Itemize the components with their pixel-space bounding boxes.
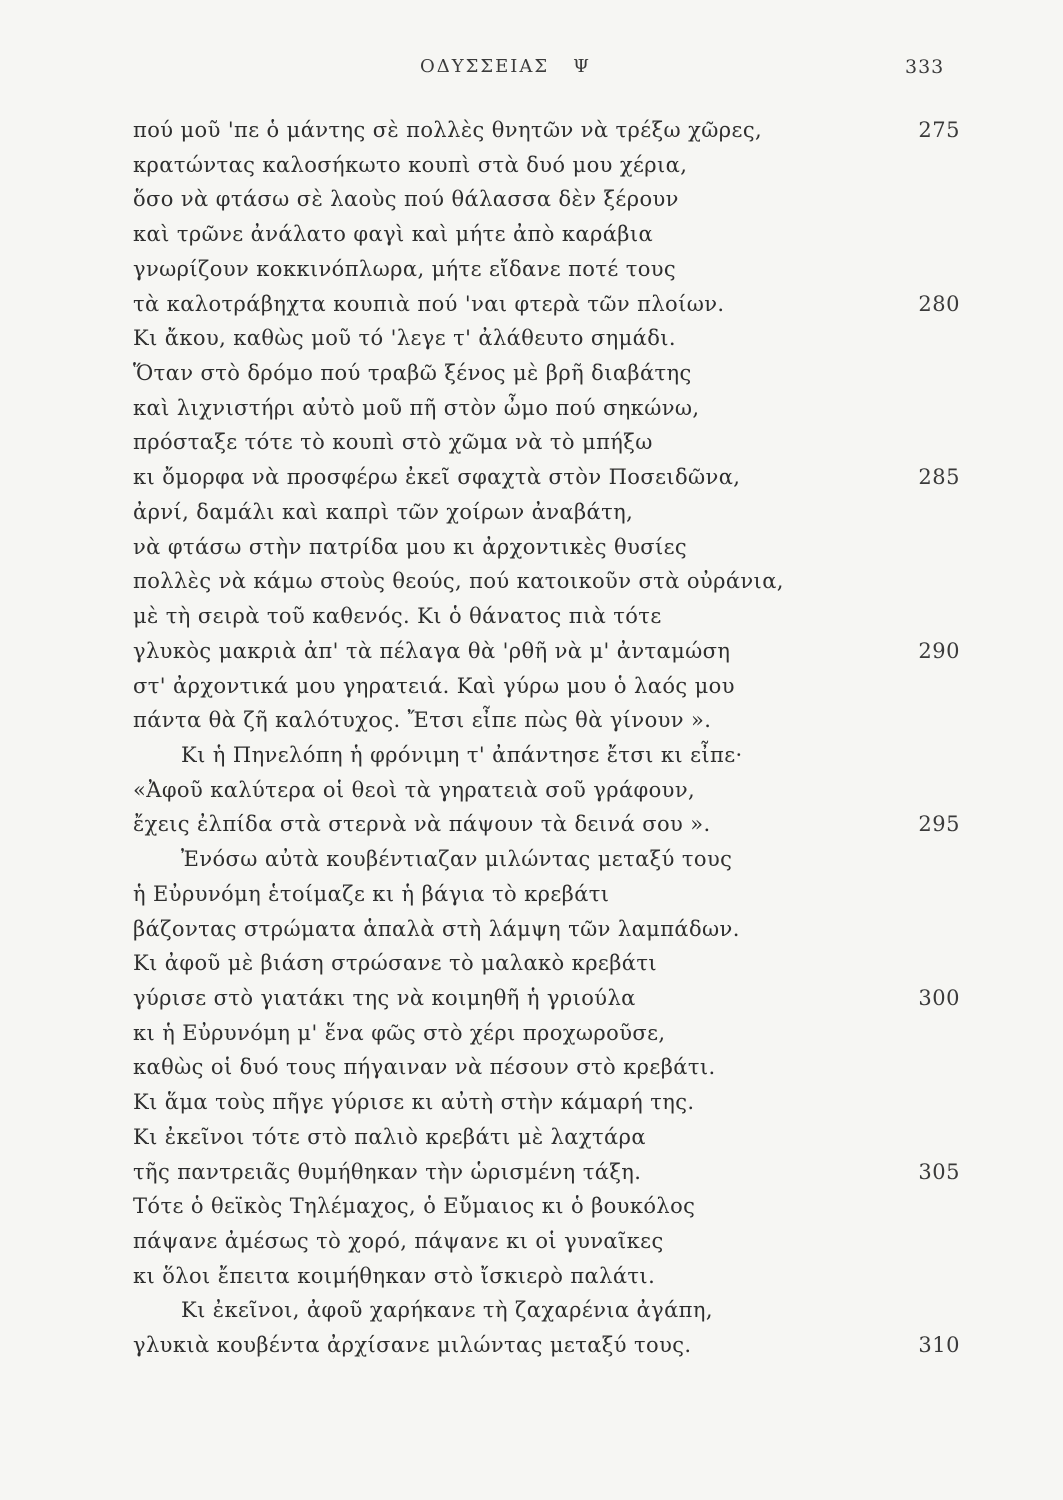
line-number: 290 <box>918 638 960 663</box>
verse-line <box>133 564 960 599</box>
verse-text: Τότε ὁ θεϊκὸς Τηλέμαχος, ὁ Εὔμαιος κι ὁ βουκόλος <box>133 1194 696 1219</box>
verse-line <box>133 1189 960 1224</box>
line-number: 285 <box>918 465 960 490</box>
verse-text: «Ἀφοῦ καλύτερα οἱ θεοὶ τὰ γηρατειὰ σοῦ γράφουν, <box>133 777 696 802</box>
verse-text: γνωρίζουν κοκκινόπλωρα, μήτε εἴδανε ποτέ τους <box>133 256 677 281</box>
verse-text: ἡ Εὐρυνόμη ἑτοίμαζε κι ἡ βάγια τὸ κρεβάτι <box>133 881 610 906</box>
verse-text: μὲ τὴ σειρὰ τοῦ καθενός. Κι ὁ θάνατος πιὰ τότε <box>133 604 662 629</box>
verse-line <box>133 877 960 912</box>
line-number: 310 <box>918 1333 960 1358</box>
verse-line <box>133 981 960 1016</box>
verse-text: Κι ἐκεῖνοι τότε στὸ παλιὸ κρεβάτι μὲ λαχτάρα <box>133 1124 646 1149</box>
verse-text: καθὼς οἱ δυό τους πήγαιναν νὰ πέσουν στὸ κρεβάτι. <box>133 1055 716 1080</box>
verse-line <box>133 356 960 391</box>
verse-line <box>133 1016 960 1051</box>
verse-line <box>133 912 960 947</box>
verse-line <box>133 182 960 217</box>
verse-text: βάζοντας στρώματα ἁπαλὰ στὴ λάμψη τῶν λαμπάδων. <box>133 916 740 941</box>
verse-text: πάντα θὰ ζῆ καλότυχος. Ἔτσι εἶπε πὼς θὰ γίνουν ». <box>133 708 712 733</box>
verse-line <box>133 1120 960 1155</box>
verse-line <box>133 495 960 530</box>
verse-text: ὅσο νὰ φτάσω σὲ λαοὺς πού θάλασσα δὲν ξέρουν <box>133 187 679 212</box>
verse-text: Κι ἐκεῖνοι, ἀφοῦ χαρήκανε τὴ ζαχαρένια ἀγάπη, <box>181 1298 713 1323</box>
verse-line <box>133 425 960 460</box>
verse-text: κρατώντας καλοσήκωτο κουπὶ στὰ δυό μου χέρια, <box>133 152 688 177</box>
verse-text: γλυκιὰ κουβέντα ἀρχίσανε μιλώντας μεταξύ τους. <box>133 1333 692 1358</box>
verse-line <box>133 1050 960 1085</box>
verse-line <box>133 807 960 842</box>
verse-line <box>133 1259 960 1294</box>
verse-text: Ἐνόσω αὐτὰ κουβέντιαζαν μιλώντας μεταξύ τους <box>181 847 733 872</box>
verse-line <box>133 599 960 634</box>
line-number: 300 <box>918 985 960 1010</box>
verse-line <box>133 321 960 356</box>
book-title: ΟΔΥΣΣΕΙΑΣ <box>420 56 550 77</box>
verse-text: πρόσταξε τότε τὸ κουπὶ στὸ χῶμα νὰ τὸ μπήξω <box>133 430 653 455</box>
verse-text: νὰ φτάσω στὴν πατρίδα μου κι ἀρχοντικὲς θυσίες <box>133 534 688 559</box>
verse-line <box>133 1328 960 1363</box>
verse-line <box>133 252 960 287</box>
verse-text: γύρισε στὸ γιατάκι της νὰ κοιμηθῆ ἡ γριούλα <box>133 985 636 1010</box>
verse-line <box>133 113 960 148</box>
verse-line <box>133 530 960 565</box>
verse-line <box>133 946 960 981</box>
verse-line <box>133 391 960 426</box>
verse-text: ἀρνί, δαμάλι καὶ καπρὶ τῶν χοίρων ἀναβάτη, <box>133 499 634 524</box>
verse-text: γλυκὸς μακριὰ ἀπ' τὰ πέλαγα θὰ 'ρθῆ νὰ μ' ἀνταμώση <box>133 638 731 663</box>
verse-line <box>133 634 960 669</box>
verse-line <box>133 148 960 183</box>
verse-text: κι ἡ Εὐρυνόμη μ' ἕνα φῶς στὸ χέρι προχωροῦσε, <box>133 1020 666 1045</box>
verse-text: πού μοῦ 'πε ὁ μάντης σὲ πολλὲς θνητῶν νὰ τρέξω χῶρες, <box>133 118 763 142</box>
line-number: 295 <box>918 812 960 837</box>
verse-text: Κι ἄκου, καθὼς μοῦ τό 'λεγε τ' ἀλάθευτο σημάδι. <box>133 326 676 351</box>
verse-line <box>133 217 960 252</box>
verse-text: Κι ἅμα τοὺς πῆγε γύρισε κι αὐτὴ στὴν κάμαρή της. <box>133 1090 695 1115</box>
verse-text: πολλὲς νὰ κάμω στοὺς θεούς, πού κατοικοῦν στὰ οὐράνια, <box>133 569 784 594</box>
verse-text: καὶ τρῶνε ἀνάλατο φαγὶ καὶ μήτε ἀπὸ καράβια <box>133 222 654 247</box>
verse-text: κι ὄμορφα νὰ προσφέρω ἐκεῖ σφαχτὰ στὸν Ποσειδῶνα, <box>133 465 741 490</box>
page-number: 333 <box>905 56 945 78</box>
book-letter: Ψ <box>573 56 591 77</box>
verse-text: στ' ἀρχοντικά μου γηρατειά. Καὶ γύρω μου ὁ λαός μου <box>133 673 735 698</box>
verse-line <box>133 773 960 808</box>
verse-text: Ὅταν στὸ δρόμο πού τραβῶ ξένος μὲ βρῆ διαβάτης <box>133 361 692 386</box>
verse-text: Κι ἀφοῦ μὲ βιάση στρώσανε τὸ μαλακὸ κρεβάτι <box>133 951 657 976</box>
verse-text: κι ὅλοι ἔπειτα κοιμήθηκαν στὸ ἴσκιερὸ παλάτι. <box>133 1263 656 1288</box>
verse-text: τῆς παντρειᾶς θυμήθηκαν τὴν ὡρισμένη τάξη. <box>133 1159 642 1184</box>
verse-text: Κι ἡ Πηνελόπη ἡ φρόνιμη τ' ἀπάντησε ἔτσι κι εἶπε· <box>181 742 743 767</box>
verse-line <box>133 1085 960 1120</box>
verse-line <box>133 1224 960 1259</box>
verse-text: πάψανε ἀμέσως τὸ χορό, πάψανε κι οἱ γυναῖκες <box>133 1229 664 1253</box>
verse-text: τὰ καλοτράβηχτα κουπιὰ πού 'ναι φτερὰ τῶν πλοίων. <box>133 291 725 316</box>
verse-line <box>133 738 960 773</box>
verse-text: καὶ λιχνιστήρι αὐτὸ μοῦ πῆ στὸν ὦμο πού σηκώνω, <box>133 395 700 420</box>
verse-line <box>133 669 960 704</box>
running-head <box>420 56 591 77</box>
verse-block <box>133 113 960 1363</box>
line-number: 305 <box>918 1159 960 1184</box>
verse-line <box>133 1155 960 1190</box>
verse-line <box>133 703 960 738</box>
verse-line <box>133 842 960 877</box>
verse-text: ἔχεις ἐλπίδα στὰ στερνὰ νὰ πάψουν τὰ δεινά σου ». <box>133 812 711 837</box>
line-number: 275 <box>918 118 960 142</box>
verse-line <box>133 460 960 495</box>
verse-line <box>133 1293 960 1328</box>
line-number: 280 <box>918 291 960 316</box>
verse-line <box>133 287 960 322</box>
